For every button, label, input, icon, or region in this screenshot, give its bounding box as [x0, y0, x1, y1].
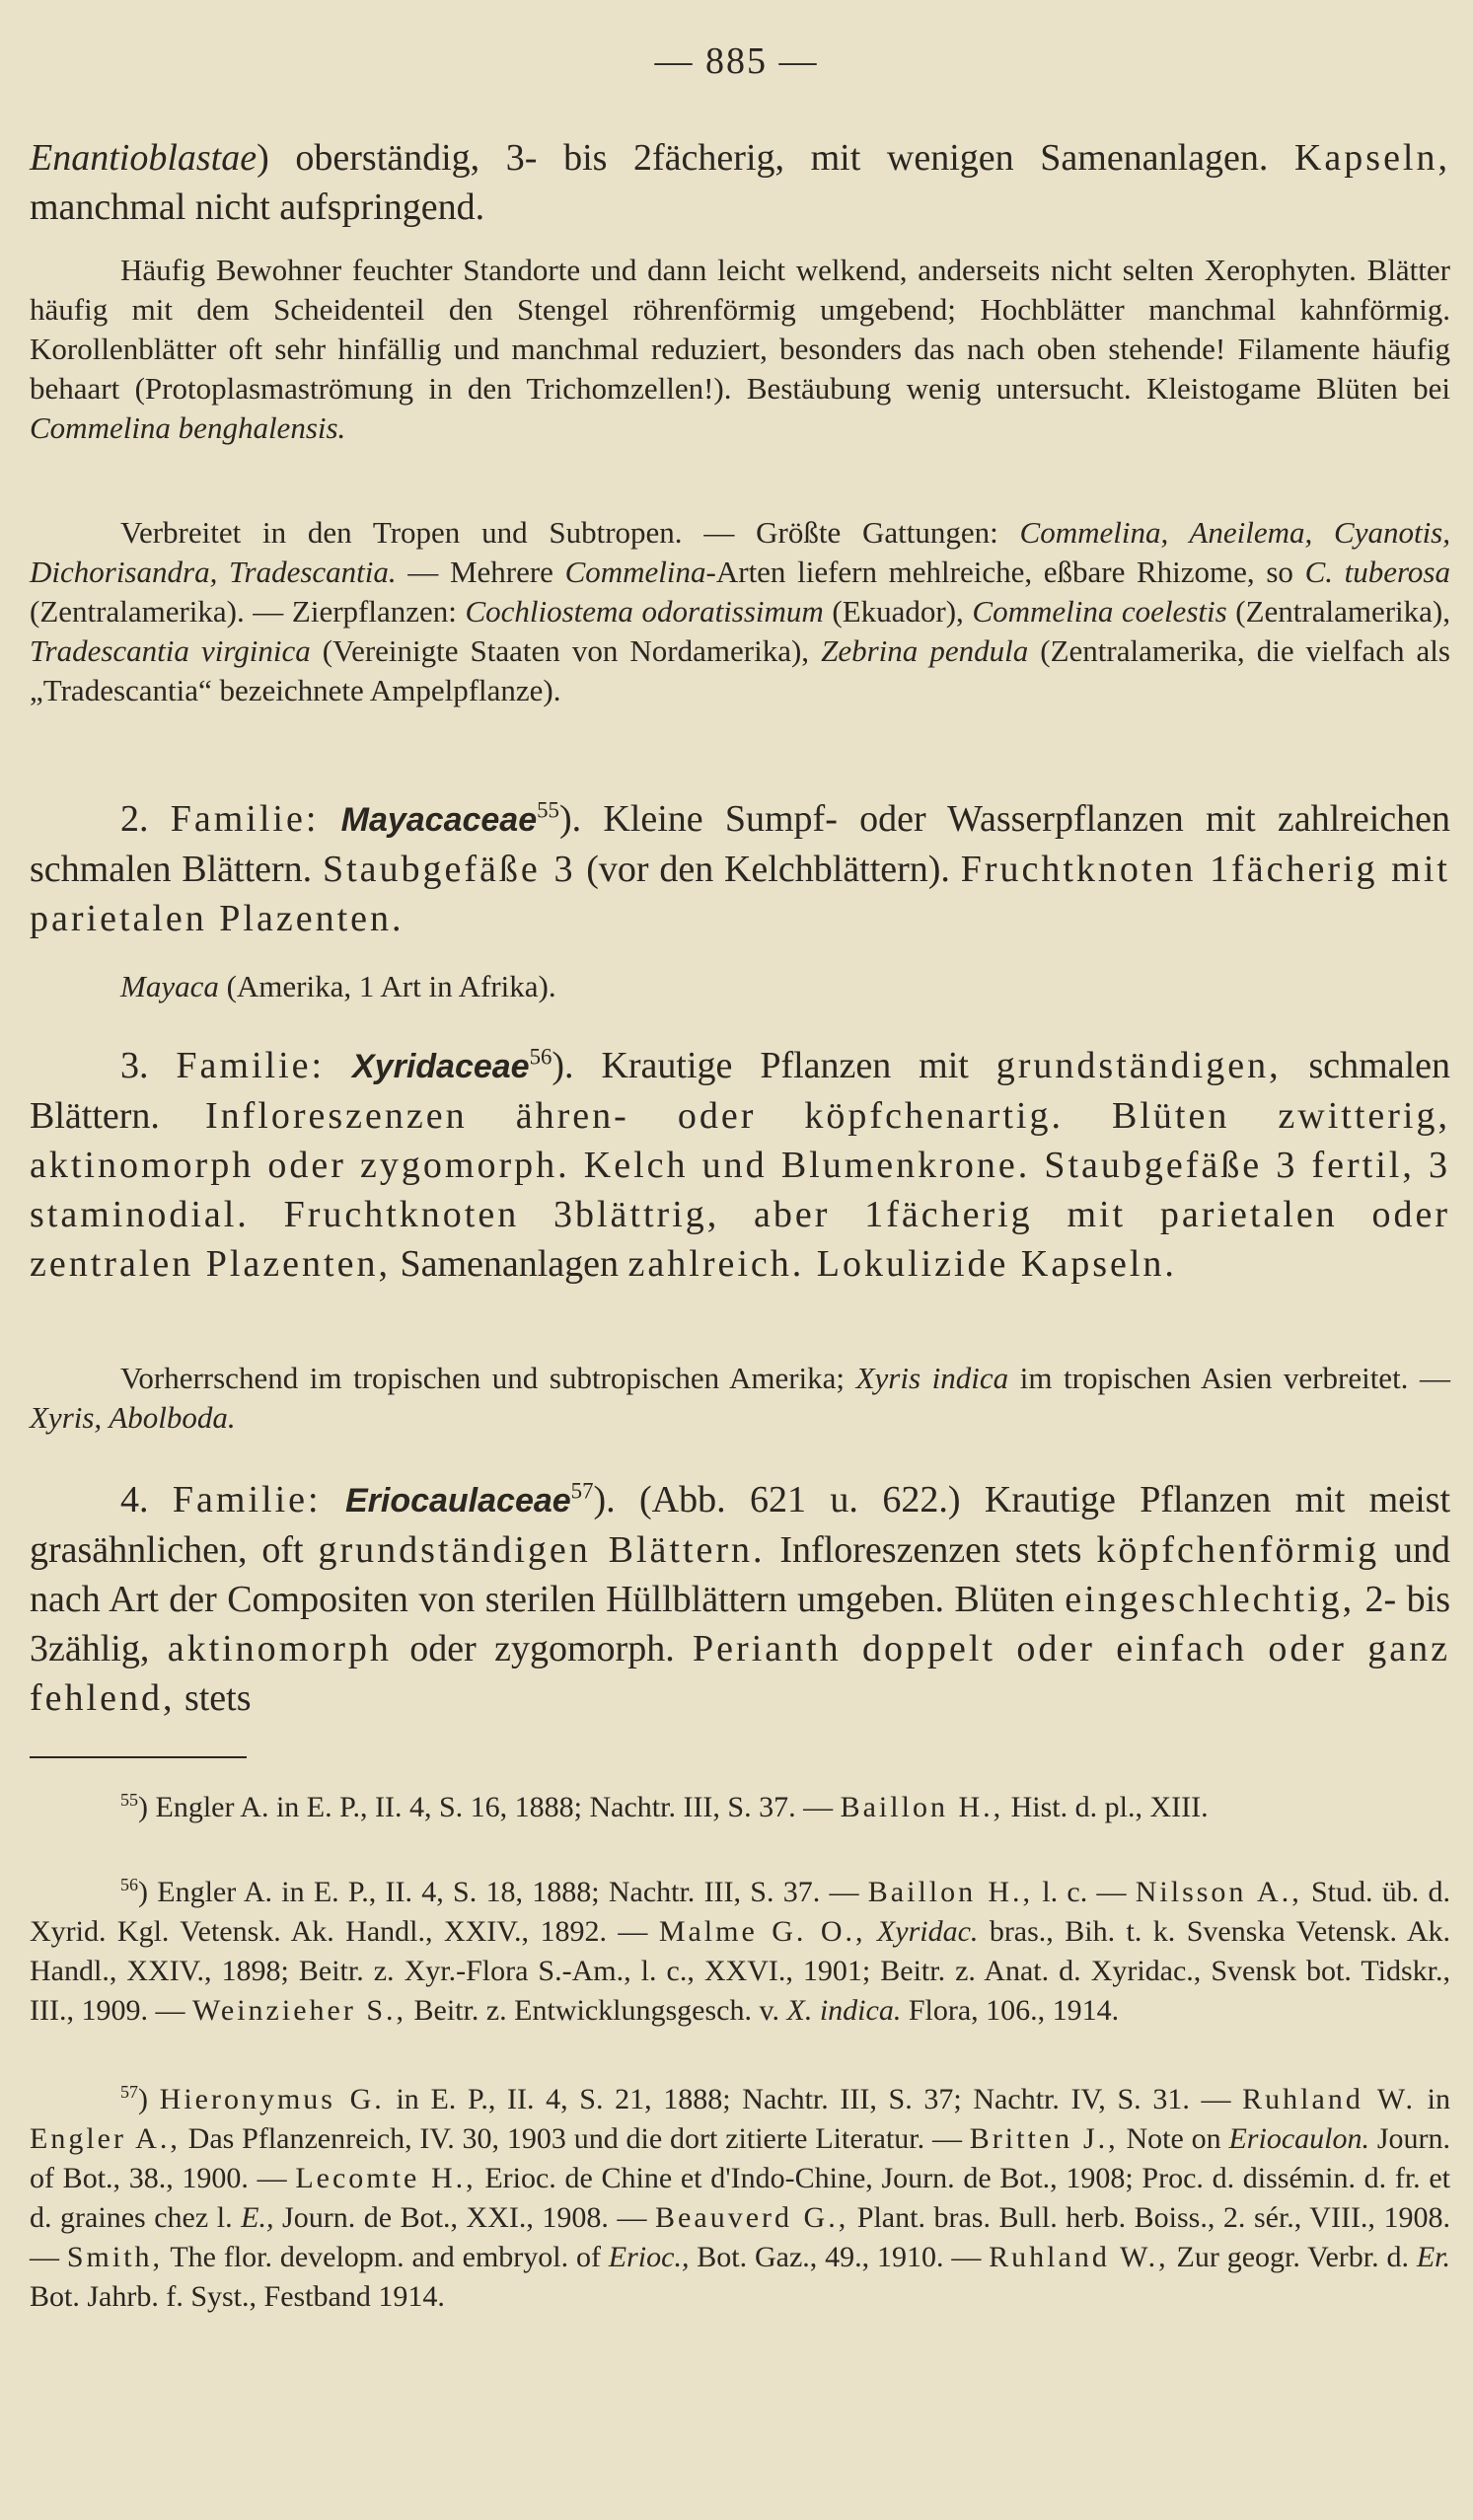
italic-term: Xyridac.	[876, 1915, 979, 1948]
italic-term: C. tuberosa	[1304, 555, 1450, 589]
text: ) Engler A. in E. P., II. 4, S. 16, 1888; Nachtr. III, S. 37. —	[138, 1791, 841, 1823]
spaced-term: Malme G. O.,	[658, 1915, 866, 1948]
text: (Vereinigte Staaten von Nordamerika),	[310, 633, 822, 668]
spaced-term: Nilsson A.,	[1135, 1876, 1302, 1908]
italic-term: Enantioblastae	[30, 137, 258, 179]
family-name: Mayacaceae	[340, 801, 538, 839]
paragraph-ecology	[30, 251, 1450, 448]
spaced-term: köpfchenförmig	[1096, 1529, 1380, 1571]
text: The flor. developm. and embryol. of	[163, 2241, 609, 2273]
paragraph-continuation	[30, 133, 1450, 232]
text: Note on	[1118, 2122, 1229, 2155]
text: (Zentralamerika). — Zierpflanzen:	[30, 594, 466, 629]
footnote-divider	[30, 1756, 247, 1758]
footnote-number: 56	[120, 1875, 138, 1894]
text: ). Krautige Pflanzen mit	[552, 1045, 996, 1086]
family-mayacaceae	[30, 794, 1450, 943]
text: bras., Bih. t. k. Svenska Vetensk. Ak. Handl., XXIV., 1898; Beitr. z. Xyr.-Flora S.-Am., l. c., XXVI., 1901; Beitr. z. Anat. d. Xyridac., Svensk bot. Tidskr., III., 1909. —	[30, 1915, 1450, 2027]
text: stets	[175, 1677, 252, 1719]
text: (vor den Kelchblättern).	[575, 849, 961, 890]
family-name: Eriocaulaceae	[344, 1482, 571, 1519]
text: in E. P., II. 4, S. 21, 1888; Nachtr. III, S. 37; Nachtr. IV, S. 31. —	[384, 2083, 1243, 2115]
spaced-term: Fruchtknoten 1fächerig mit parietalen Plazenten.	[30, 849, 1450, 939]
spaced-term: grundständigen,	[995, 1045, 1282, 1086]
italic-term: Mayaca	[120, 969, 219, 1003]
text: Zur geogr. Verbr. d.	[1168, 2241, 1417, 2273]
spaced-term: Ruhland W.	[1242, 2083, 1416, 2115]
family-mayacaceae-note	[30, 967, 1450, 1006]
text: Stud. üb. d. Xyrid. Kgl. Vetensk. Ak. Handl., XXIV., 1892. —	[30, 1876, 1451, 1948]
text: (Zentralamerika, die vielfach als „Tradescantia“ bezeichnete Ampelpflanze).	[30, 633, 1450, 707]
footnote-ref: 56	[529, 1044, 552, 1070]
text: und nach Art der Compositen von sterilen Hüllblättern umgeben. Blüten	[30, 1529, 1451, 1620]
text: Das Pflanzenreich, IV. 30, 1903 und die dort zitierte Literatur. —	[180, 2122, 970, 2155]
italic-term: Zebrina pendula	[821, 633, 1029, 668]
text: (Ekuador),	[823, 594, 973, 629]
spaced-term: Britten J.,	[969, 2122, 1119, 2155]
italic-term: X. indica.	[786, 1994, 902, 2027]
footnote-ref: 57	[570, 1478, 594, 1504]
text: — Mehrere	[396, 555, 565, 589]
text: )	[138, 2083, 160, 2115]
text: (Amerika, 1 Art in Afrika).	[218, 969, 556, 1003]
family-xyridaceae	[30, 1041, 1450, 1289]
italic-term: Xyris, Abolboda.	[30, 1400, 236, 1435]
italic-term: Eriocaulon.	[1228, 2122, 1369, 2155]
text: l. c. —	[1033, 1876, 1136, 1908]
text: Journ. de Bot., XXI., 1908. —	[273, 2201, 656, 2234]
text: Erioc. de Chine et d'Indo-Chine, Journ. de Bot., 1908; Proc. d. dissémin. d. fr. et d. graines chez l.	[30, 2162, 1451, 2234]
italic-term: Erioc.,	[608, 2241, 690, 2273]
page-number: — 885 —	[654, 40, 819, 82]
text: Bot. Gaz., 49., 1910. —	[689, 2241, 990, 2273]
spaced-term: Smith,	[66, 2241, 164, 2273]
text: Flora, 106., 1914.	[901, 1994, 1120, 2027]
text	[865, 1915, 876, 1948]
text: Häufig Bewohner feuchter Standorte und dann leicht welkend, anderseits nicht selten Xerophyten. Blätter häufig mit dem Scheidenteil den Stengel röhrenförmig umgebend; Hochblätter manchmal kahnförmig. Korollenblätter oft sehr hinfällig und manchmal reduziert, besonders das nach oben stehende! Filamente häufig behaart (Protoplasmaströmung in den Trichomzellen!). Bestäubung wenig untersucht. Kleistogame Blüten bei	[30, 253, 1450, 406]
footnote-57	[30, 2080, 1450, 2317]
spaced-term: Staubgefäße 3	[322, 849, 576, 890]
spaced-term: Kapseln,	[1293, 137, 1450, 179]
paragraph-distribution	[30, 513, 1450, 710]
spaced-term: Hieronymus G.	[159, 2083, 385, 2115]
text: (Zentralamerika),	[1226, 594, 1450, 629]
footnote-ref: 55	[537, 797, 559, 823]
spaced-term: zahlreich. Lokulizide Kapseln.	[627, 1243, 1177, 1285]
footnote-56	[30, 1873, 1450, 2031]
italic-term: Commelina coelestis	[972, 594, 1227, 629]
spaced-term: grundständigen Blättern.	[318, 1529, 766, 1571]
text: ). Kleine Sumpf- oder Wasserpflanzen mit zahlreichen schmalen Blättern.	[30, 798, 1450, 890]
text: Infloreszenzen stets	[765, 1529, 1097, 1571]
family-label: Familie:	[176, 1045, 326, 1086]
text: manchmal nicht aufspringend.	[30, 186, 485, 228]
spaced-term: Baillon H.,	[867, 1876, 1034, 1908]
text: Verbreitet in den Tropen und Subtropen. — Größte Gattungen:	[120, 515, 1020, 550]
text: in	[1416, 2083, 1450, 2115]
spaced-term: Engler A.,	[30, 2122, 181, 2155]
italic-term: Commelina	[564, 555, 706, 589]
text: Hist. d. pl., XIII.	[1003, 1791, 1209, 1823]
family-eriocaulaceae	[30, 1475, 1450, 1723]
family-number: 4.	[120, 1479, 173, 1520]
text: ). (Abb. 621 u. 622.) Krautige Pflanzen mit meist grasähnlichen, oft	[30, 1479, 1451, 1571]
footnote-number: 55	[120, 1790, 138, 1810]
text: Samenanlagen	[390, 1243, 628, 1285]
italic-term: Er.	[1416, 2241, 1450, 2273]
italic-term: Cochliostema odoratissimum	[465, 594, 824, 629]
family-number: 2.	[120, 798, 171, 840]
spaced-term: Lecomte H.,	[295, 2162, 477, 2194]
text: Vorherrschend im tropischen und subtropischen Amerika;	[120, 1361, 856, 1395]
text: schmalen Blättern.	[30, 1045, 1450, 1137]
text: ) Engler A. in E. P., II. 4, S. 18, 1888; Nachtr. III, S. 37. —	[138, 1876, 868, 1908]
spaced-term: Ruhland W.,	[989, 2241, 1169, 2273]
italic-term: Commelina, Aneilema, Cyanotis, Dichorisandra, Tradescantia.	[30, 515, 1450, 589]
text: 2- bis 3zählig,	[30, 1579, 1450, 1669]
italic-term: E.,	[241, 2201, 274, 2234]
italic-term: Tradescantia virginica	[30, 633, 311, 668]
text: Plant. bras. Bull. herb. Boiss., 2. sér., VIII., 1908. —	[30, 2201, 1450, 2273]
text: Journ. of Bot., 38., 1900. —	[30, 2122, 1450, 2194]
text: ) oberständig, 3- bis 2fächerig, mit wenigen Samenanlagen.	[257, 137, 1294, 179]
family-xyridaceae-note	[30, 1359, 1450, 1438]
spaced-term: Infloreszenzen ähren- oder köpfchenartig. Blüten zwitterig, aktinomorph oder zygomorph. Kelch und Blumenkrone. Staubgefäße 3 fertil, 3 staminodial. Fruchtknoten 3blättrig, aber 1fächerig mit parietalen oder zentralen Plazenten,	[30, 1095, 1450, 1285]
spaced-term: aktinomorph	[167, 1628, 392, 1669]
spaced-term: Perianth doppelt oder einfach oder ganz fehlend,	[30, 1628, 1450, 1719]
spaced-term: Weinzieher S.,	[191, 1994, 407, 2027]
family-number: 3.	[120, 1045, 177, 1086]
footnote-55	[30, 1788, 1450, 1827]
italic-term: Commelina benghalensis.	[30, 410, 346, 445]
family-label: Familie:	[172, 1479, 322, 1520]
spaced-term: eingeschlechtig,	[1065, 1579, 1356, 1620]
italic-term: Xyris indica	[855, 1361, 1009, 1395]
footnote-number: 57	[120, 2082, 138, 2102]
text: Beitr. z. Entwicklungsgesch. v.	[406, 1994, 787, 2027]
spaced-term: Beauverd G.,	[655, 2201, 849, 2234]
text: Bot. Jahrb. f. Syst., Festband 1914.	[30, 2280, 445, 2313]
spaced-term: Baillon H.,	[840, 1791, 1004, 1823]
text: im tropischen Asien verbreitet. —	[1008, 1361, 1451, 1395]
text: -Arten liefern mehlreiche, eßbare Rhizome, so	[705, 555, 1305, 589]
text: oder zygomorph.	[391, 1628, 694, 1669]
family-name: Xyridaceae	[352, 1048, 530, 1085]
family-label: Familie:	[170, 798, 320, 840]
